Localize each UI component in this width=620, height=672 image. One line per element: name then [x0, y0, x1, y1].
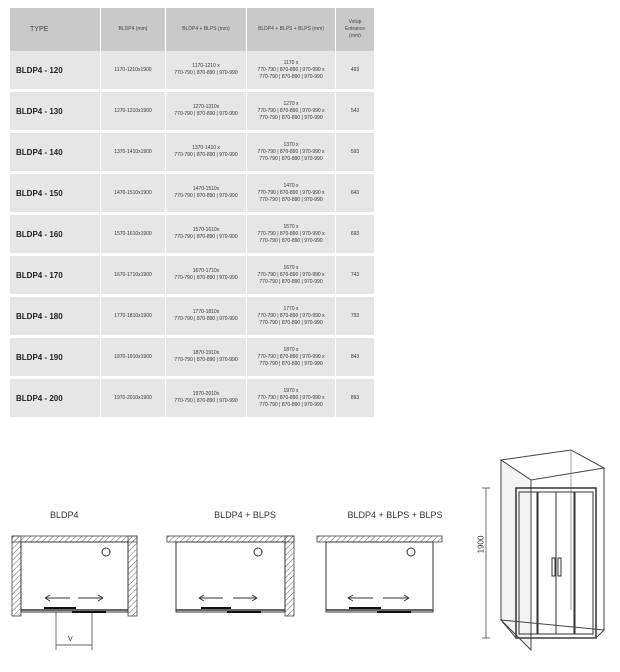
cell-type: BLDP4 - 180	[10, 296, 101, 337]
shower-area-outline	[21, 542, 128, 612]
cell-bldp4-blps: 1770-1810x 770-790 | 870-890 | 970-990	[166, 296, 247, 337]
table-row	[10, 255, 374, 296]
cell-bldp4-blps-blps: 1970 x 770-790 | 870-890 | 970-990 x 770-790 | 870-890 | 970-990	[247, 378, 336, 419]
handle-right-icon	[558, 558, 561, 576]
cell-bldp4: 1370-1410x1900	[101, 132, 166, 173]
cell-bldp4: 1770-1810x1900	[101, 296, 166, 337]
arrow-right-icon	[383, 595, 409, 601]
diagram-bldp4-blps	[165, 500, 325, 660]
cell-type: BLDP4 - 120	[10, 51, 101, 91]
cell-entrance: 843	[336, 337, 375, 378]
arrow-left-icon	[199, 595, 223, 601]
cell-type: BLDP4 - 200	[10, 378, 101, 419]
table-row	[10, 91, 374, 132]
cell-type: BLDP4 - 150	[10, 173, 101, 214]
cell-type: BLDP4 - 130	[10, 91, 101, 132]
table-row	[10, 214, 374, 255]
diagram-bldp4-blps-blps-drawing	[315, 500, 475, 660]
cell-bldp4: 1470-1510x1900	[101, 173, 166, 214]
cell-entrance: 493	[336, 51, 375, 91]
cell-bldp4-blps-blps: 1770 x 770-790 | 870-890 | 970-990 x 770-790 | 870-890 | 970-990	[247, 296, 336, 337]
cell-bldp4: 1970-2010x1900	[101, 378, 166, 419]
cell-bldp4: 1570-1610x1900	[101, 214, 166, 255]
wall-back-hatch	[12, 536, 137, 542]
cell-entrance: 543	[336, 91, 375, 132]
table-row	[10, 173, 374, 214]
cell-entrance: 793	[336, 296, 375, 337]
table-row	[10, 296, 374, 337]
cell-bldp4: 1270-1310x1900	[101, 91, 166, 132]
table-header-row	[10, 8, 374, 51]
header-entrance: Vstup Entrance (mm)	[336, 8, 375, 51]
cell-bldp4-blps: 1670-1710x 770-790 | 870-890 | 970-990	[166, 255, 247, 296]
cell-type: BLDP4 - 160	[10, 214, 101, 255]
header-bldp4: BLDP4 (mm)	[101, 8, 166, 51]
specification-table	[10, 8, 374, 420]
cell-bldp4-blps: 1570-1610x 770-790 | 870-890 | 970-990	[166, 214, 247, 255]
table-body	[10, 51, 374, 419]
drain-icon	[407, 548, 415, 556]
drain-icon	[102, 548, 110, 556]
arrow-right-icon	[78, 595, 103, 601]
cell-type: BLDP4 - 170	[10, 255, 101, 296]
cell-bldp4-blps-blps: 1170 x 770-790 | 870-890 | 970-990 x 770-790 | 870-890 | 970-990	[247, 51, 336, 91]
diagram-bldp4-title: BLDP4	[50, 510, 79, 520]
cell-bldp4-blps: 1970-2010x 770-790 | 870-890 | 970-990	[166, 378, 247, 419]
height-dimension-label: 1900	[476, 535, 486, 554]
cell-bldp4-blps: 1270-1310x 770-790 | 870-890 | 970-990	[166, 91, 247, 132]
cell-bldp4-blps: 1470-1510x 770-790 | 870-890 | 970-990	[166, 173, 247, 214]
diagram-bldp4-blps-drawing	[165, 500, 325, 660]
enclosure-3d-drawing	[476, 440, 616, 665]
wall-left-hatch	[12, 536, 21, 616]
cell-bldp4-blps-blps: 1470 x 770-790 | 870-890 | 970-990 x 770-790 | 870-890 | 970-990	[247, 173, 336, 214]
dimension-label: V	[68, 636, 73, 643]
table-row	[10, 132, 374, 173]
cell-bldp4-blps: 1370-1410 x 770-790 | 870-890 | 970-990	[166, 132, 247, 173]
cell-bldp4-blps: 1870-1910x 770-790 | 870-890 | 970-990	[166, 337, 247, 378]
cell-entrance: 743	[336, 255, 375, 296]
cell-entrance: 693	[336, 214, 375, 255]
table-row	[10, 51, 374, 91]
header-type: TYPE	[10, 8, 101, 51]
cell-type: BLDP4 - 190	[10, 337, 101, 378]
cell-entrance: 893	[336, 378, 375, 419]
cell-entrance: 643	[336, 173, 375, 214]
cell-bldp4-blps-blps: 1670 x 770-790 | 870-890 | 970-990 x 770-790 | 870-890 | 970-990	[247, 255, 336, 296]
header-bldp4-blps-blps: BLDP4 + BLPS + BLPS (mm)	[247, 8, 336, 51]
cell-bldp4-blps-blps: 1270 x 770-790 | 870-890 | 970-990 x 770-790 | 870-890 | 970-990	[247, 91, 336, 132]
arrow-left-icon	[45, 595, 70, 601]
header-bldp4-blps: BLDP4 + BLPS (mm)	[166, 8, 247, 51]
table-row	[10, 378, 374, 419]
table-row	[10, 337, 374, 378]
diagram-bldp4-blps-title: BLDP4 + BLPS	[214, 510, 276, 520]
drain-icon	[254, 548, 262, 556]
cell-bldp4-blps-blps: 1870 x 770-790 | 870-890 | 970-990 x 770-790 | 870-890 | 970-990	[247, 337, 336, 378]
cell-bldp4: 1670-1710x1900	[101, 255, 166, 296]
diagram-bldp4-blps-blps-title: BLDP4 + BLPS + BLPS	[347, 510, 443, 520]
diagram-bldp4-drawing	[10, 500, 170, 660]
cell-bldp4: 1170-1210x1900	[101, 51, 166, 91]
wall-right-hatch	[128, 536, 137, 616]
cell-bldp4-blps: 1170-1210 x 770-790 | 870-890 | 970-990	[166, 51, 247, 91]
cell-bldp4-blps-blps: 1570 x 770-790 | 870-890 | 970-990 x 770-790 | 870-890 | 970-990	[247, 214, 336, 255]
cell-bldp4: 1870-1910x1900	[101, 337, 166, 378]
cell-entrance: 593	[336, 132, 375, 173]
diagram-bldp4-blps-blps	[315, 500, 475, 660]
arrow-left-icon	[348, 595, 373, 601]
cell-bldp4-blps-blps: 1370 x 770-790 | 870-890 | 970-990 x 770-790 | 870-890 | 970-990	[247, 132, 336, 173]
cell-type: BLDP4 - 140	[10, 132, 101, 173]
diagram-bldp4	[10, 500, 170, 660]
handle-left-icon	[552, 558, 555, 576]
arrow-right-icon	[233, 595, 257, 601]
